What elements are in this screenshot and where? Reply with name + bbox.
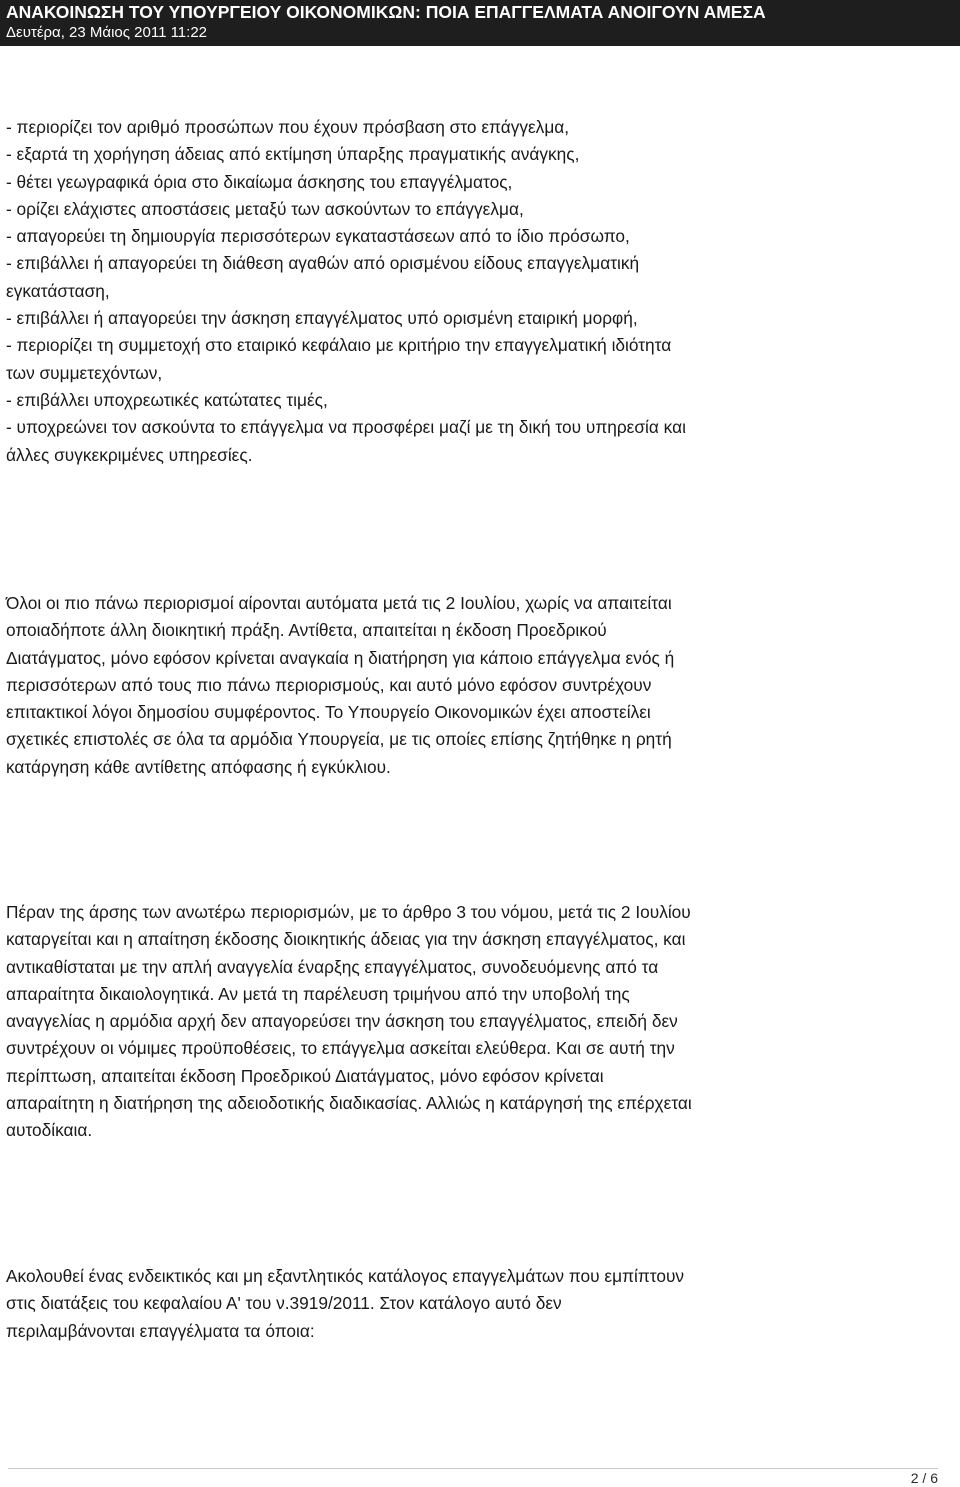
list-item: - απαγορεύει τη δημιουργία περισσότερων εγκαταστάσεων από το ίδιο πρόσωπο, — [6, 226, 630, 247]
text-line: αυτοδίκαια. — [6, 1120, 93, 1141]
text-line: καταργείται και η απαίτηση έκδοσης διοικητικής άδειας για την άσκηση επαγγέλματος, και — [6, 929, 686, 950]
text-line: οποιαδήποτε άλλη διοικητική πράξη. Αντίθετα, απαιτείται η έκδοση Προεδρικού — [6, 620, 607, 641]
list-item: - περιορίζει τον αριθμό προσώπων που έχουν πρόσβαση στο επάγγελμα, — [6, 117, 570, 137]
text-line: περιλαμβάνονται επαγγέλματα τα όποια: — [6, 1320, 315, 1341]
list-item: - περιορίζει τη συμμετοχή στο εταιρικό κεφάλαιο με κριτήριο την επαγγελματική ιδιότητα — [6, 335, 672, 356]
text-line: Πέραν της άρσης των ανωτέρω περιορισμών, με το άρθρο 3 του νόμου, μετά τις 2 Ιουλίου — [6, 902, 691, 922]
text-line: στις διατάξεις του κεφαλαίου Α' του ν.3919/2011. Στον κατάλογο αυτό δεν — [6, 1293, 562, 1314]
paragraph-restrictions-lifted — [6, 590, 956, 781]
text-line: περισσότερων από τους πιο πάνω περιορισμούς, και αυτό μόνο εφόσον συντρέχουν — [6, 674, 652, 695]
restrictions-list — [6, 114, 956, 469]
footer-divider — [8, 1468, 938, 1469]
document-header — [0, 0, 960, 46]
text-line: απαραίτητη η διατήρηση της αδειοδοτικής διαδικασίας. Αλλιώς η κατάργησή της επέρχεται — [6, 1093, 692, 1114]
list-item: - ορίζει ελάχιστες αποστάσεις μεταξύ των ασκούντων το επάγγελμα, — [6, 198, 524, 219]
text-line: αντικαθίσταται με την απλή αναγγελία έναρξης επαγγέλματος, συνοδευόμενης από τα — [6, 956, 659, 977]
paragraph-license-abolition — [6, 899, 956, 1145]
list-item-continuation: των συμμετεχόντων, — [6, 362, 163, 383]
text-line: αναγγελίας η αρμόδια αρχή δεν απαγορεύσει την άσκηση του επαγγέλματος, επειδή δεν — [6, 1011, 678, 1032]
text-line: περίπτωση, απαιτείται έκδοση Προεδρικού Διατάγματος, μόνο εφόσον κρίνεται — [6, 1065, 604, 1086]
text-line: κατάργηση κάθε αντίθετης απόφασης ή εγκύκλιου. — [6, 756, 391, 777]
text-line: επιτακτικοί λόγοι δημοσίου συμφέροντος. Το Υπουργείο Οικονομικών έχει αποστείλει — [6, 702, 651, 723]
text-line: Όλοι οι πιο πάνω περιορισμοί αίρονται αυτόματα μετά τις 2 Ιουλίου, χωρίς να απαιτείται — [6, 593, 672, 613]
list-item: - υποχρεώνει τον ασκούντα το επάγγελμα να προσφέρει μαζί με τη δική του υπηρεσία και — [6, 417, 686, 438]
list-item-continuation: εγκατάσταση, — [6, 280, 110, 301]
list-item: - επιβάλλει ή απαγορεύει τη διάθεση αγαθών από ορισμένου είδους επαγγελματική — [6, 253, 640, 274]
list-item: - επιβάλλει υποχρεωτικές κατώτατες τιμές, — [6, 389, 328, 410]
text-line: σχετικές επιστολές σε όλα τα αρμόδια Υπουργεία, με τις οποίες επίσης ζητήθηκε η ρητή — [6, 729, 672, 750]
list-item: - θέτει γεωγραφικά όρια στο δικαίωμα άσκησης του επαγγέλματος, — [6, 171, 513, 192]
page-number: 2 / 6 — [910, 1470, 938, 1486]
publication-date: Δευτέρα, 23 Μάιος 2011 11:22 — [6, 24, 207, 41]
paragraph-catalogue-intro — [6, 1263, 956, 1345]
document-title: ΑΝΑΚΟΙΝΩΣΗ ΤΟΥ ΥΠΟΥΡΓΕΙΟΥ ΟΙΚΟΝΟΜΙΚΩΝ: ΠΟΙΑ ΕΠΑΓΓΕΛΜΑΤΑ ΑΝΟΙΓΟΥΝ ΑΜΕΣΑ — [6, 2, 766, 22]
list-item-continuation: άλλες συγκεκριμένες υπηρεσίες. — [6, 444, 253, 465]
text-line: συντρέχουν οι νόμιμες προϋποθέσεις, το επάγγελμα ασκείται ελεύθερα. Και σε αυτή την — [6, 1038, 675, 1059]
text-line: απαραίτητα δικαιολογητικά. Αν μετά τη παρέλευση τριμήνου από την υποβολή της — [6, 983, 630, 1004]
list-item: - εξαρτά τη χορήγηση άδειας από εκτίμηση ύπαρξης πραγματικής ανάγκης, — [6, 144, 580, 165]
list-item: - επιβάλλει ή απαγορεύει την άσκηση επαγγέλματος υπό ορισμένη εταιρική μορφή, — [6, 308, 638, 329]
text-line: Ακολουθεί ένας ενδεικτικός και μη εξαντλητικός κατάλογος επαγγελμάτων που εμπίπτουν — [6, 1266, 685, 1286]
text-line: Διατάγματος, μόνο εφόσον κρίνεται αναγκαία η διατήρηση για κάποιο επάγγελμα ενός ή — [6, 647, 675, 668]
